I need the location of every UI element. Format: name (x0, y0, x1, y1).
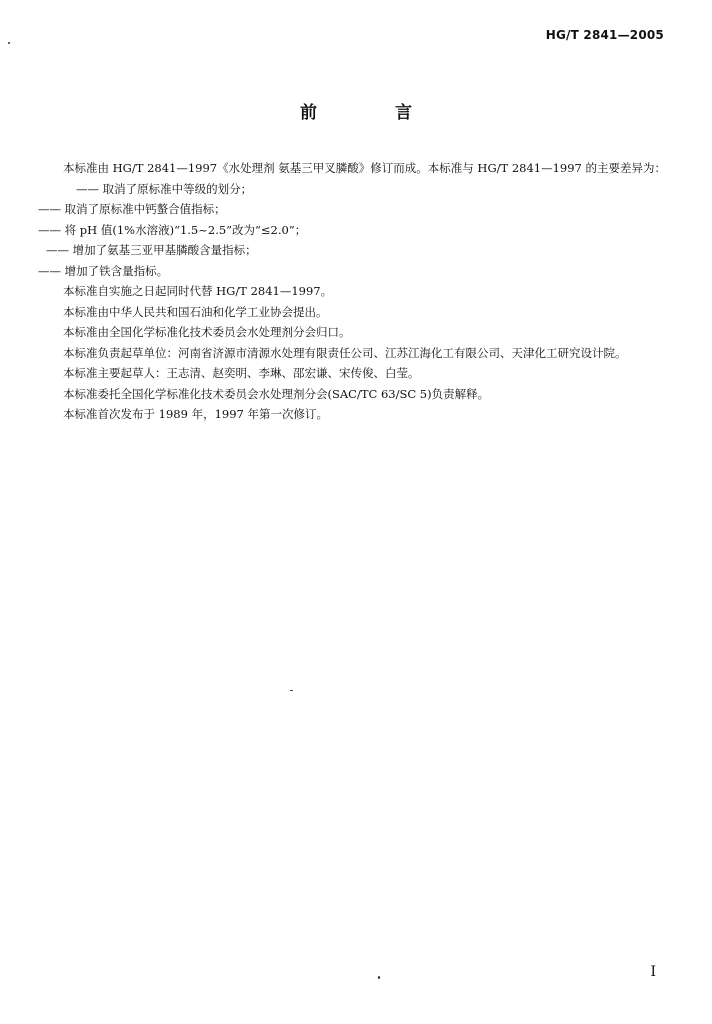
list-item-difference: —— 增加了铁含量指标。 (38, 263, 169, 278)
page-title: 前 言 (300, 103, 448, 123)
scan-speck (8, 42, 10, 44)
foreword-body (38, 158, 670, 425)
page-number: I (650, 964, 656, 980)
paragraph-proposed-by: 本标准由中华人民共和国石油和化学工业协会提出。 (63, 304, 328, 319)
paragraph-history: 本标准首次发布于 1989 年，1997 年第一次修订。 (63, 407, 328, 421)
paragraph-intro: 本标准由 HG/T 2841—1997《水处理剂 氨基三甲叉膦酸》修订而成。本标准与 HG/T 2841—1997 的主要差异为： (63, 161, 667, 175)
list-item-difference: —— 取消了原标准中钙螯合值指标； (38, 202, 226, 216)
standard-code: HG/T 2841—2005 (545, 28, 664, 42)
paragraph-replaces: 本标准自实施之日起同时代替 HG/T 2841—1997。 (63, 284, 333, 298)
scan-speck (378, 976, 380, 979)
paragraph-interpretation: 本标准委托全国化学标准化技术委员会水处理剂分会(SAC/TC 63/SC 5)负责解释。 (63, 386, 490, 401)
list-item-difference: —— 取消了原标准中等级的划分； (76, 181, 253, 196)
paragraph-drafters: 本标准主要起草人：王志清、赵奕明、李琳、邵宏谦、宋传俊、白莹。 (63, 366, 420, 380)
paragraph-centralized-by: 本标准由全国化学标准化技术委员会水处理剂分会归口。 (63, 325, 351, 339)
list-item-difference: —— 增加了氨基三亚甲基膦酸含量指标； (46, 243, 257, 257)
list-item-difference: —— 将 pH 值(1%水溶液)“1.5~2.5”改为“≤2.0”； (38, 222, 307, 237)
paragraph-drafting-units: 本标准负责起草单位：河南省济源市清源水处理有限责任公司、江苏江海化工有限公司、天津化工研究设计院。 (63, 345, 627, 360)
scan-speck (290, 690, 293, 691)
